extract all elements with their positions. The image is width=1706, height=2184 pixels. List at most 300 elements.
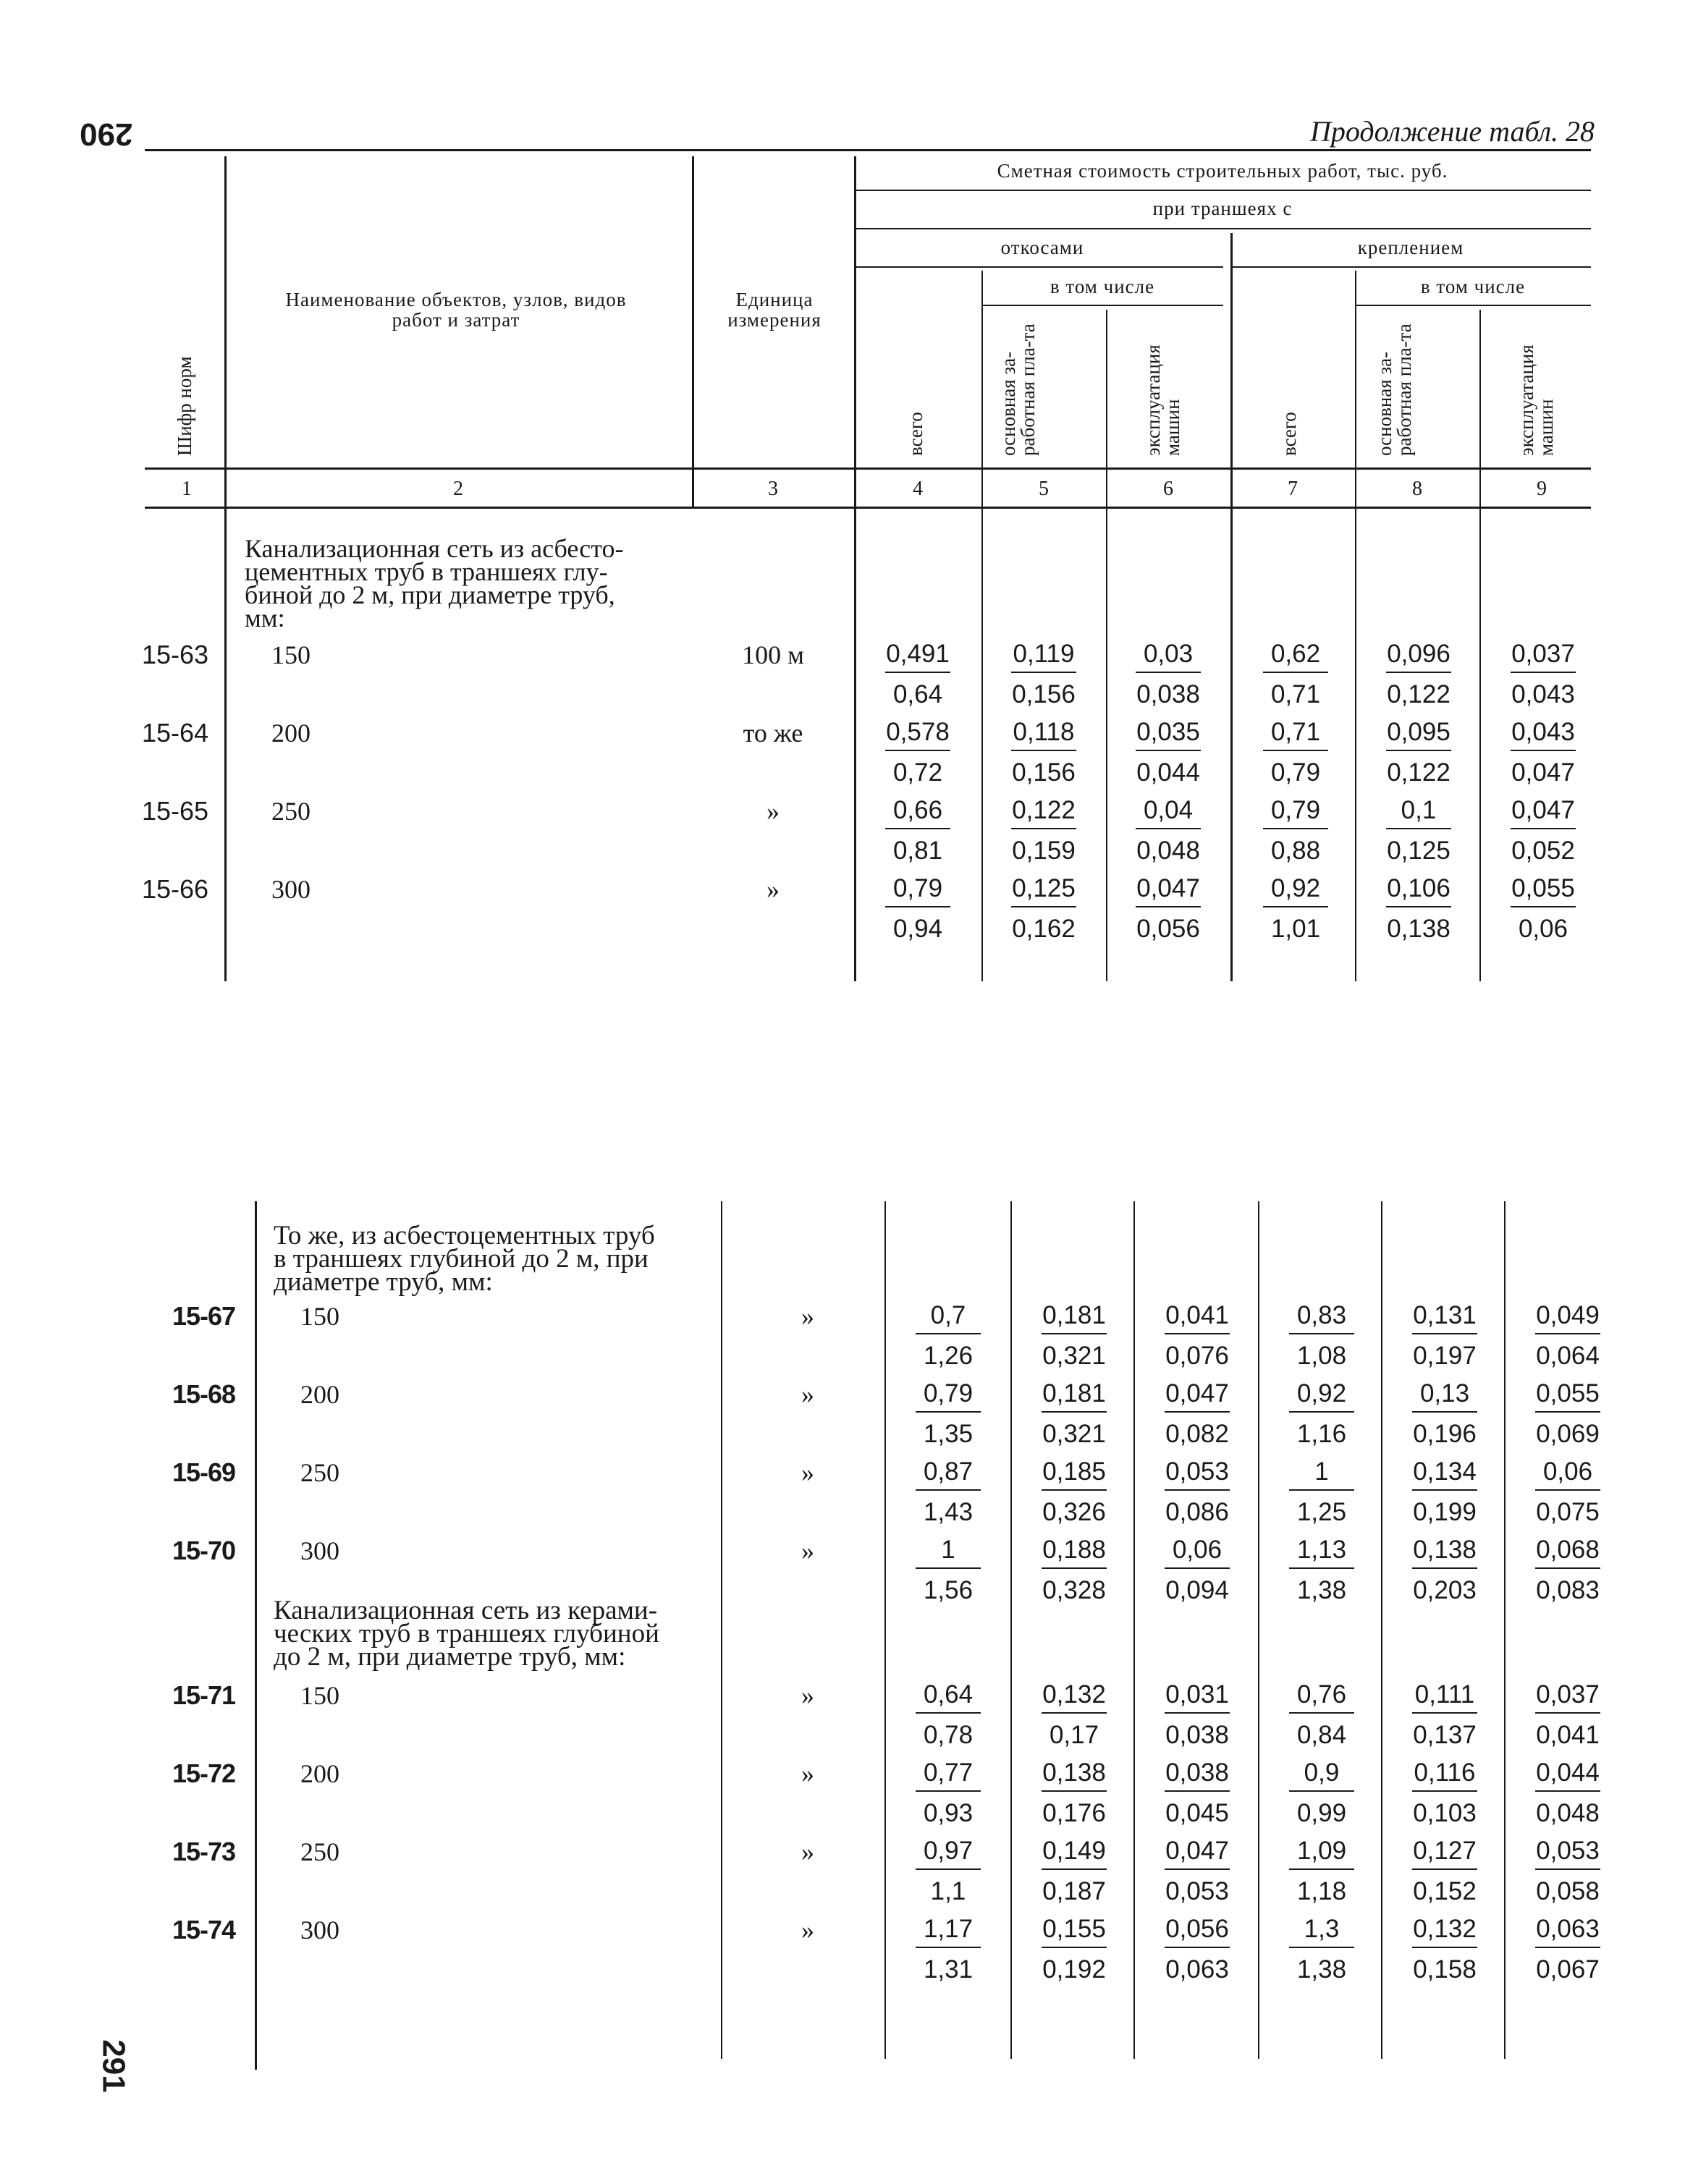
b-col-line-1	[721, 1201, 722, 2059]
value-fraction	[1110, 640, 1226, 719]
row-diameter: 150	[271, 640, 311, 669]
value-numerator: 0,131	[1413, 1301, 1477, 1329]
value-fraction	[1238, 796, 1354, 876]
value-numerator: 0,132	[1413, 1915, 1477, 1943]
row-unit: »	[767, 875, 780, 904]
value-fraction	[890, 1379, 1006, 1459]
value-fraction	[1361, 718, 1477, 797]
fraction-bar	[1412, 1868, 1477, 1870]
value-denominator: 0,045	[1165, 1799, 1229, 1827]
row-code: 15-68	[172, 1379, 236, 1409]
value-numerator: 0,043	[1511, 718, 1575, 746]
value-denominator: 0,138	[1387, 915, 1450, 943]
col-number: 7	[1288, 478, 1298, 500]
col-line-6	[1230, 233, 1233, 981]
value-denominator: 0,052	[1511, 837, 1575, 865]
value-denominator: 0,043	[1511, 680, 1575, 708]
row-diameter: 150	[300, 1302, 339, 1331]
fraction-bar	[1042, 1712, 1107, 1714]
value-fraction	[1387, 1379, 1503, 1459]
value-numerator: 0,185	[1042, 1457, 1106, 1486]
value-fraction	[1016, 1680, 1132, 1760]
value-numerator: 0,04	[1143, 796, 1194, 824]
value-fraction	[1139, 1837, 1255, 1916]
value-numerator: 0,132	[1042, 1680, 1106, 1709]
value-fraction	[986, 640, 1102, 719]
value-fraction	[1510, 1915, 1626, 1994]
value-numerator: 0,79	[1270, 796, 1321, 824]
value-numerator: 0,035	[1136, 718, 1200, 746]
value-denominator: 0,81	[892, 837, 943, 865]
header-rule-trench	[854, 228, 1591, 229]
value-fraction	[1110, 796, 1226, 876]
value-numerator: 0,055	[1511, 874, 1575, 902]
row-unit: »	[801, 1916, 814, 1944]
fraction-bar	[1535, 1489, 1600, 1491]
value-denominator: 0,064	[1536, 1342, 1600, 1370]
row-diameter: 300	[300, 1916, 339, 1944]
header-name: Наименование объектов, узлов, видов работ и затрат	[285, 289, 627, 331]
row-unit: »	[801, 1837, 814, 1866]
fraction-bar	[1165, 1712, 1230, 1714]
row-unit: »	[801, 1681, 814, 1710]
fraction-bar	[1535, 1947, 1600, 1948]
value-denominator: 0,103	[1413, 1799, 1477, 1827]
value-fraction	[1361, 874, 1477, 954]
fraction-bar	[885, 750, 950, 751]
fraction-bar	[1042, 1567, 1107, 1569]
b-col-line-0	[255, 1201, 257, 2070]
fraction-bar	[885, 906, 950, 907]
fraction-bar	[1535, 1712, 1600, 1714]
row-unit: »	[767, 797, 780, 826]
fraction-bar	[1412, 1712, 1477, 1714]
value-numerator: 0,096	[1387, 640, 1450, 668]
value-numerator: 1,17	[923, 1915, 974, 1943]
header-machines-2: эксплуатация машин	[1516, 344, 1557, 456]
header-total-2: всего	[1278, 412, 1300, 456]
fraction-bar	[1042, 1790, 1107, 1792]
fraction-bar	[1136, 828, 1201, 829]
value-fraction	[890, 1457, 1006, 1537]
value-numerator: 0,149	[1042, 1837, 1106, 1865]
value-fraction	[1485, 640, 1601, 719]
b-col-line-2	[884, 1201, 886, 2059]
value-denominator: 0,176	[1042, 1799, 1106, 1827]
value-denominator: 0,84	[1296, 1721, 1347, 1749]
fraction-bar	[916, 1947, 981, 1948]
fraction-bar	[1535, 1868, 1600, 1870]
fraction-bar	[1136, 906, 1201, 907]
value-numerator: 0,83	[1296, 1301, 1347, 1329]
value-denominator: 0,041	[1536, 1721, 1600, 1749]
value-numerator: 0,037	[1536, 1680, 1600, 1709]
value-numerator: 0,134	[1413, 1457, 1477, 1486]
fraction-bar	[1165, 1411, 1230, 1413]
value-numerator: 0,03	[1143, 640, 1194, 668]
value-fraction	[1110, 718, 1226, 797]
header-rule-fixing	[1230, 266, 1591, 268]
value-denominator: 1,25	[1296, 1498, 1347, 1526]
value-numerator: 0,056	[1165, 1915, 1229, 1943]
col-number: 4	[913, 478, 923, 500]
value-fraction	[1016, 1379, 1132, 1459]
value-denominator: 0,076	[1165, 1342, 1229, 1370]
fraction-bar	[1011, 828, 1076, 829]
value-denominator: 1,01	[1270, 915, 1321, 943]
fraction-bar	[1289, 1567, 1354, 1569]
value-denominator: 1,1	[930, 1877, 966, 1905]
value-denominator: 0,17	[1049, 1721, 1099, 1749]
value-numerator: 0,491	[886, 640, 950, 668]
header-unit: Единица измерения	[727, 289, 822, 331]
value-numerator: 1,09	[1296, 1837, 1347, 1865]
value-denominator: 0,328	[1042, 1576, 1106, 1604]
value-numerator: 0,047	[1136, 874, 1200, 902]
fraction-bar	[1535, 1411, 1600, 1413]
b-col-line-5	[1258, 1201, 1259, 2059]
value-fraction	[1510, 1301, 1626, 1381]
row-diameter: 250	[300, 1458, 339, 1487]
value-denominator: 0,082	[1165, 1420, 1229, 1448]
value-denominator: 0,94	[892, 915, 943, 943]
fraction-bar	[916, 1411, 981, 1413]
value-numerator: 0,188	[1042, 1536, 1106, 1564]
value-fraction	[986, 796, 1102, 876]
col-line-4	[981, 271, 983, 981]
value-fraction	[1016, 1758, 1132, 1838]
value-denominator: 0,038	[1165, 1721, 1229, 1749]
value-numerator: 0,031	[1165, 1680, 1229, 1709]
value-denominator: 0,125	[1387, 837, 1450, 865]
value-numerator: 0,77	[923, 1758, 974, 1787]
fraction-bar	[1042, 1868, 1107, 1870]
value-denominator: 0,326	[1042, 1498, 1106, 1526]
value-numerator: 0,64	[923, 1680, 974, 1709]
fraction-bar	[1412, 1333, 1477, 1334]
value-denominator: 1,38	[1296, 1955, 1347, 1984]
row-unit: 100 м	[742, 640, 804, 669]
fraction-bar	[1535, 1333, 1600, 1334]
value-fraction	[1387, 1915, 1503, 1994]
value-numerator: 1	[941, 1536, 955, 1564]
value-fraction	[1139, 1680, 1255, 1760]
page-number-top: 290	[80, 117, 133, 152]
row-diameter: 300	[271, 875, 311, 904]
value-numerator: 0,116	[1414, 1758, 1476, 1787]
col-number: 6	[1163, 478, 1173, 500]
value-denominator: 0,067	[1536, 1955, 1600, 1984]
section2-description: То же, из асбестоцементных труб в траншеях глубиной до 2 м, при диаметре труб, мм:	[274, 1221, 655, 1297]
value-numerator: 0,138	[1042, 1758, 1106, 1787]
value-fraction	[1264, 1758, 1380, 1838]
value-fraction	[1264, 1301, 1380, 1381]
value-fraction	[1139, 1758, 1255, 1838]
value-numerator: 0,044	[1536, 1758, 1600, 1787]
fraction-bar	[1165, 1489, 1230, 1491]
row-code: 15-65	[142, 796, 209, 826]
value-fraction	[1016, 1457, 1132, 1537]
header-rule-slopes	[854, 266, 1223, 268]
value-fraction	[1387, 1536, 1503, 1615]
row-code: 15-64	[142, 718, 209, 748]
row-code: 15-66	[142, 874, 209, 904]
value-fraction	[1485, 796, 1601, 876]
row-diameter: 250	[300, 1837, 339, 1866]
value-denominator: 0,64	[892, 680, 943, 708]
value-denominator: 0,156	[1012, 680, 1076, 708]
row-unit: »	[801, 1458, 814, 1487]
value-denominator: 0,038	[1136, 680, 1200, 708]
value-fraction	[1139, 1301, 1255, 1381]
value-fraction	[860, 718, 976, 797]
value-denominator: 0,094	[1165, 1576, 1229, 1604]
value-denominator: 1,38	[1296, 1576, 1347, 1604]
value-denominator: 0,069	[1536, 1420, 1600, 1448]
value-numerator: 0,62	[1270, 640, 1321, 668]
value-denominator: 0,158	[1413, 1955, 1477, 1984]
section1-description: Канализационная сеть из асбесто- цементных труб в траншеях глу- биной до 2 м, при диаметре труб, мм:	[245, 534, 624, 632]
fraction-bar	[1412, 1411, 1477, 1413]
fraction-bar	[1263, 672, 1328, 673]
fraction-bar	[885, 672, 950, 673]
fraction-bar	[1042, 1489, 1107, 1491]
value-fraction	[860, 796, 976, 876]
header-rule-incl2	[1355, 305, 1591, 306]
value-denominator: 0,086	[1165, 1498, 1229, 1526]
value-fraction	[1387, 1837, 1503, 1916]
value-fraction	[890, 1915, 1006, 1994]
fraction-bar	[1289, 1333, 1354, 1334]
col-line-3	[854, 156, 856, 981]
page-number-bottom: 291	[96, 2039, 132, 2093]
value-numerator: 0,138	[1413, 1536, 1477, 1564]
header-machines-1: эксплуатация машин	[1142, 344, 1183, 456]
value-fraction	[1016, 1837, 1132, 1916]
value-numerator: 0,095	[1387, 718, 1450, 746]
value-fraction	[890, 1301, 1006, 1381]
fraction-bar	[1386, 750, 1451, 751]
value-fraction	[1264, 1536, 1380, 1615]
value-numerator: 0,97	[923, 1837, 974, 1865]
value-fraction	[860, 874, 976, 954]
value-fraction	[1238, 640, 1354, 719]
value-numerator: 0,155	[1042, 1915, 1106, 1943]
value-denominator: 0,159	[1012, 837, 1076, 865]
value-fraction	[1110, 874, 1226, 954]
value-numerator: 0,118	[1013, 718, 1075, 746]
col-line-8	[1479, 310, 1481, 981]
value-denominator: 1,43	[923, 1498, 974, 1526]
value-fraction	[1139, 1536, 1255, 1615]
fraction-bar	[1511, 672, 1576, 673]
col-number: 9	[1537, 478, 1547, 500]
value-denominator: 1,16	[1296, 1420, 1347, 1448]
value-fraction	[1510, 1457, 1626, 1537]
value-denominator: 0,137	[1413, 1721, 1477, 1749]
fraction-bar	[1412, 1489, 1477, 1491]
fraction-bar	[1042, 1333, 1107, 1334]
header-cost: Сметная стоимость строительных работ, тыс. руб.	[997, 160, 1448, 182]
continuation-caption: Продолжение табл. 28	[1310, 115, 1595, 148]
value-denominator: 0,156	[1012, 758, 1076, 787]
value-numerator: 0,66	[892, 796, 943, 824]
value-fraction	[1238, 718, 1354, 797]
fraction-bar	[1289, 1868, 1354, 1870]
col-number: 5	[1039, 478, 1049, 500]
header-rule-incl1	[981, 305, 1223, 306]
fraction-bar	[1289, 1947, 1354, 1948]
row-diameter: 200	[271, 719, 311, 748]
value-denominator: 0,048	[1136, 837, 1200, 865]
value-numerator: 0,87	[923, 1457, 974, 1486]
row-diameter: 250	[271, 797, 311, 826]
fraction-bar	[1263, 828, 1328, 829]
value-fraction	[890, 1536, 1006, 1615]
fraction-bar	[1289, 1712, 1354, 1714]
value-fraction	[1264, 1379, 1380, 1459]
value-numerator: 0,106	[1387, 874, 1450, 902]
value-numerator: 0,037	[1511, 640, 1575, 668]
row-code: 15-70	[172, 1536, 236, 1565]
value-fraction	[890, 1837, 1006, 1916]
value-fraction	[1264, 1837, 1380, 1916]
fraction-bar	[1412, 1790, 1477, 1792]
value-fraction	[1016, 1915, 1132, 1994]
value-numerator: 0,06	[1172, 1536, 1223, 1564]
value-fraction	[1139, 1915, 1255, 1994]
value-denominator: 0,203	[1413, 1576, 1477, 1604]
value-numerator: 0,055	[1536, 1379, 1600, 1408]
fraction-bar	[1386, 906, 1451, 907]
col-line-2	[692, 156, 694, 507]
value-numerator: 0,181	[1042, 1301, 1106, 1329]
col-number: 3	[768, 478, 778, 500]
value-denominator: 0,88	[1270, 837, 1321, 865]
value-fraction	[1238, 874, 1354, 954]
row-diameter: 200	[300, 1380, 339, 1409]
fraction-bar	[1535, 1567, 1600, 1569]
value-numerator: 0,063	[1536, 1915, 1600, 1943]
header-slopes: откосами	[1000, 237, 1084, 258]
fraction-bar	[1042, 1947, 1107, 1948]
value-denominator: 1,35	[923, 1420, 974, 1448]
row-code: 15-69	[172, 1457, 236, 1487]
value-denominator: 0,321	[1042, 1342, 1106, 1370]
value-denominator: 0,048	[1536, 1799, 1600, 1827]
fraction-bar	[1511, 828, 1576, 829]
value-numerator: 0,7	[930, 1301, 966, 1329]
fraction-bar	[916, 1567, 981, 1569]
header-wage-2: основная за-работная пла-та	[1374, 323, 1415, 456]
value-fraction	[1387, 1680, 1503, 1760]
value-fraction	[1387, 1758, 1503, 1838]
fraction-bar	[916, 1333, 981, 1334]
row-unit: »	[801, 1536, 814, 1565]
value-denominator: 0,152	[1413, 1877, 1477, 1905]
fraction-bar	[885, 828, 950, 829]
value-numerator: 0,047	[1511, 796, 1575, 824]
value-numerator: 0,068	[1536, 1536, 1600, 1564]
fraction-bar	[916, 1489, 981, 1491]
fraction-bar	[1289, 1790, 1354, 1792]
fraction-bar	[1386, 828, 1451, 829]
value-numerator: 0,79	[892, 874, 943, 902]
row-code: 15-73	[172, 1837, 236, 1866]
value-denominator: 0,053	[1165, 1877, 1229, 1905]
fraction-bar	[1042, 1411, 1107, 1413]
fraction-bar	[1511, 906, 1576, 907]
fraction-bar	[1412, 1567, 1477, 1569]
row-unit: »	[801, 1380, 814, 1409]
section3-description: Канализационная сеть из керами- ческих труб в траншеях глубиной до 2 м, при диаметре труб, мм:	[274, 1596, 659, 1672]
value-fraction	[1387, 1457, 1503, 1537]
fraction-bar	[1165, 1947, 1230, 1948]
fraction-bar	[1386, 672, 1451, 673]
value-denominator: 0,196	[1413, 1420, 1477, 1448]
value-denominator: 0,79	[1270, 758, 1321, 787]
col-number: 2	[453, 478, 463, 500]
value-fraction	[860, 640, 976, 719]
value-numerator: 1,3	[1304, 1915, 1340, 1943]
value-denominator: 1,08	[1296, 1342, 1347, 1370]
value-denominator: 0,06	[1518, 915, 1568, 943]
header-wage-1: основная за-работная пла-та	[997, 323, 1039, 456]
value-denominator: 0,192	[1042, 1955, 1106, 1984]
header-top-rule	[145, 149, 1591, 151]
row-unit: »	[801, 1302, 814, 1331]
col-number: 8	[1412, 478, 1422, 500]
fraction-bar	[1289, 1489, 1354, 1491]
row-unit: то же	[743, 719, 803, 748]
fraction-bar	[1511, 750, 1576, 751]
b-col-line-7	[1504, 1201, 1506, 2059]
value-fraction	[1510, 1680, 1626, 1760]
value-fraction	[1485, 874, 1601, 954]
value-denominator: 0,075	[1536, 1498, 1600, 1526]
row-unit: »	[801, 1759, 814, 1788]
value-fraction	[1139, 1457, 1255, 1537]
value-fraction	[1510, 1379, 1626, 1459]
value-numerator: 0,71	[1270, 718, 1321, 746]
value-numerator: 0,038	[1165, 1758, 1229, 1787]
value-fraction	[1016, 1536, 1132, 1615]
value-fraction	[1016, 1301, 1132, 1381]
b-col-line-6	[1381, 1201, 1382, 2059]
value-denominator: 0,197	[1413, 1342, 1477, 1370]
fraction-bar	[1011, 906, 1076, 907]
value-numerator: 1,13	[1296, 1536, 1347, 1564]
value-denominator: 0,047	[1511, 758, 1575, 787]
value-denominator: 0,044	[1136, 758, 1200, 787]
row-code: 15-63	[142, 640, 209, 669]
value-denominator: 0,71	[1270, 680, 1321, 708]
row-code: 15-74	[172, 1915, 236, 1944]
value-denominator: 0,99	[1296, 1799, 1347, 1827]
col-number: 1	[182, 478, 192, 500]
b-col-line-3	[1010, 1201, 1012, 2059]
value-numerator: 0,041	[1165, 1301, 1229, 1329]
value-denominator: 0,78	[923, 1721, 974, 1749]
value-denominator: 0,063	[1165, 1955, 1229, 1984]
fraction-bar	[1263, 750, 1328, 751]
fraction-bar	[916, 1868, 981, 1870]
value-fraction	[1361, 796, 1477, 876]
value-denominator: 1,56	[923, 1576, 974, 1604]
fraction-bar	[1165, 1868, 1230, 1870]
value-fraction	[986, 874, 1102, 954]
fraction-bar	[1165, 1790, 1230, 1792]
